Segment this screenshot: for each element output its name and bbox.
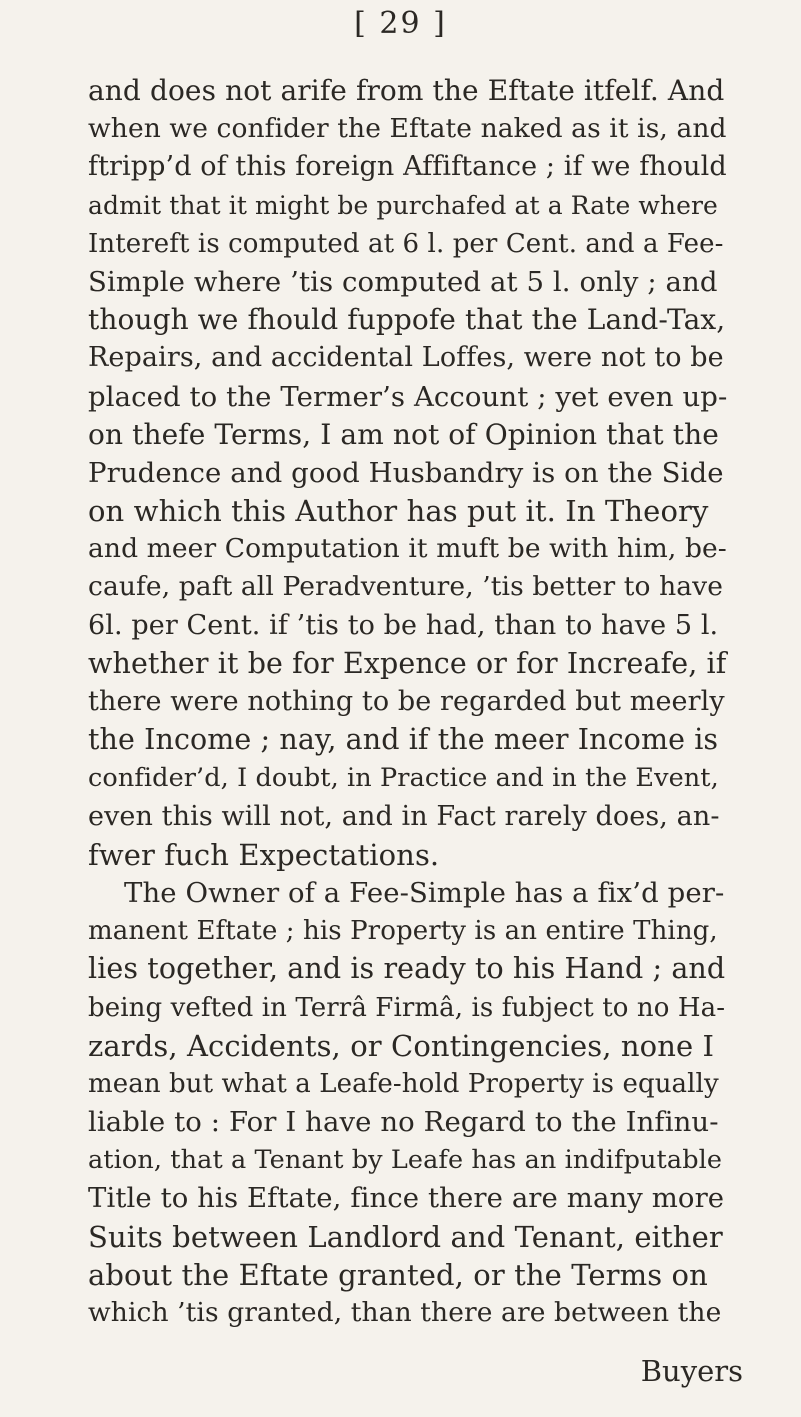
body-text — [88, 72, 728, 1332]
text-line: on thefe Terms, I am not of Opinion that the — [88, 417, 719, 451]
text-line: and does not arife from the Eftate itfelf. And — [88, 74, 725, 107]
text-line: manent Eftate ; his Property is an entire Thing, — [88, 916, 718, 947]
text-line: liable to : For I have no Regard to the Infinu- — [88, 1106, 719, 1139]
text-line: Prudence and good Husbandry is on the Side — [88, 456, 724, 489]
paragraph-start-line: The Owner of a Fee-Simple has a fix’d per- — [124, 876, 725, 909]
text-line: zards, Accidents, or Contingencies, none I — [88, 1028, 715, 1063]
text-line: 6l. per Cent. if ’tis to be had, than to have 5 l. — [88, 609, 719, 641]
text-line: even this will not, and in Fact rarely does, an- — [88, 800, 720, 832]
text-line: Suits between Landlord and Tenant, either — [88, 1219, 723, 1254]
text-line: lies together, and is ready to his Hand ; and — [88, 952, 726, 986]
text-line: the Income ; nay, and if the meer Income is — [88, 723, 719, 757]
text-line: mean but what a Leafe-hold Property is equally — [88, 1068, 719, 1099]
text-line: Title to his Eftate, fince there are many more — [88, 1182, 725, 1215]
text-line: confider’d, I doubt, in Practice and in the Event, — [88, 763, 719, 794]
text-line: though we fhould fuppofe that the Land-Tax, — [88, 303, 726, 337]
text-line: being vefted in Terrâ Firmâ, is fubject to no Ha- — [88, 992, 726, 1023]
text-line: when we confider the Eftate naked as it is, and — [88, 113, 727, 145]
text-line: placed to the Termer’s Account ; yet even up- — [88, 380, 728, 413]
text-line: ftripp’d of this foreign Affiftance ; if we fhould — [88, 151, 727, 183]
text-line: and meer Computation it muft be with him, be- — [88, 533, 727, 565]
text-line: whether it be for Expence or for Increafe, if — [88, 646, 727, 680]
text-line: there were nothing to be regarded but meerly — [88, 686, 725, 717]
text-line: caufe, paft all Peradventure, ’tis better to have — [88, 571, 723, 603]
catchword: Buyers — [640, 1354, 743, 1388]
page-number: [ 29 ] — [354, 6, 447, 41]
text-line: fwer fuch Expectations. — [88, 837, 440, 872]
text-line: about the Eftate granted, or the Terms on — [88, 1257, 708, 1292]
text-line: admit that it might be purchafed at a Rate where — [88, 190, 718, 220]
text-line: on which this Author has put it. In Theory — [88, 494, 709, 529]
text-line: ation, that a Tenant by Leafe has an indifputable — [88, 1145, 723, 1176]
text-line: Repairs, and accidental Loffes, were not to be — [88, 342, 724, 374]
text-line: Intereft is computed at 6 l. per Cent. and a Fee- — [88, 228, 724, 259]
text-line: which ’tis granted, than there are between the — [88, 1297, 722, 1328]
text-line: Simple where ’tis computed at 5 l. only ; and — [88, 265, 718, 298]
